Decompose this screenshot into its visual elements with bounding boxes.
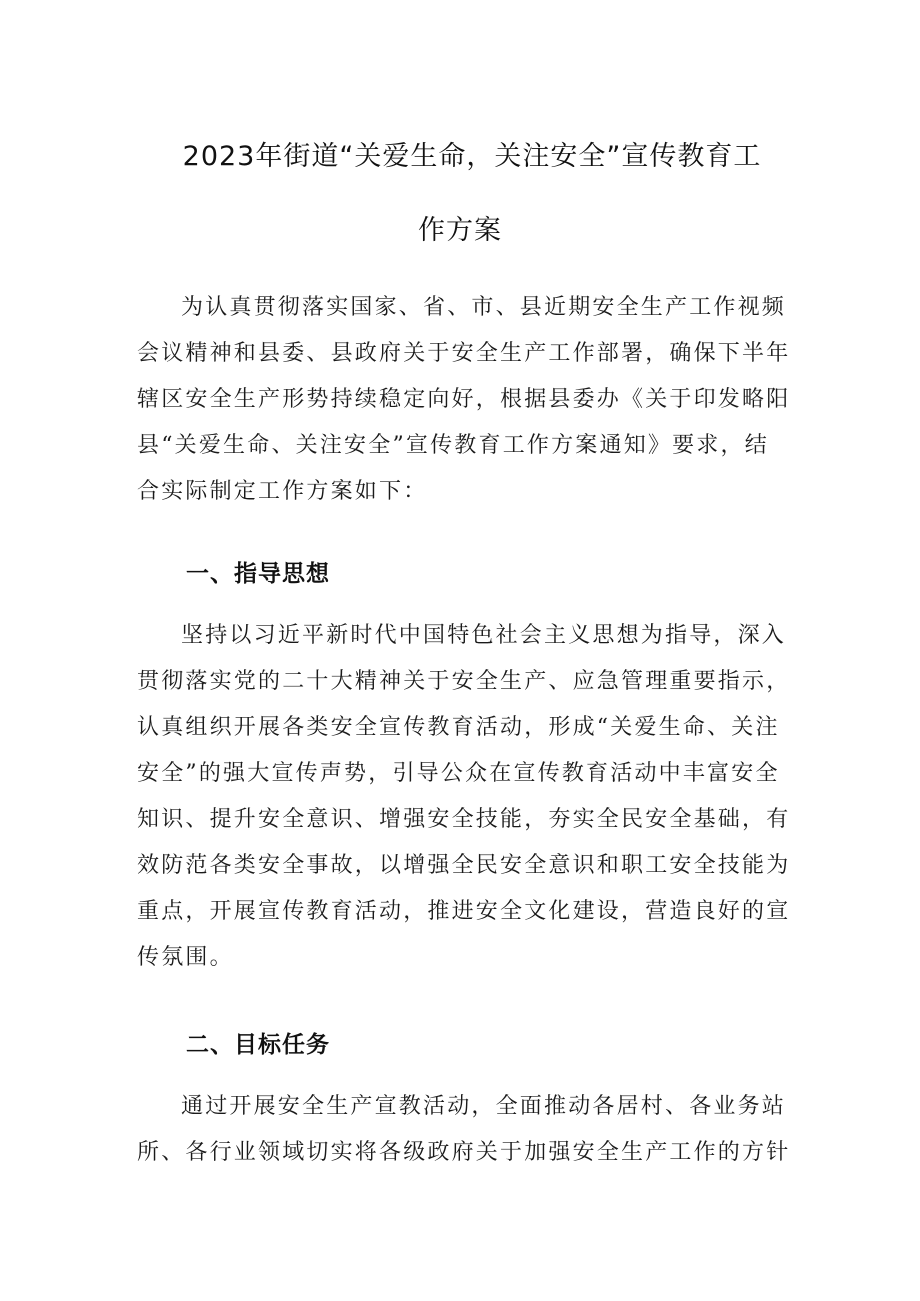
intro-paragraph: [137, 285, 791, 515]
paragraph-line: 效防范各类安全事故，以增强全民安全意识和职工安全技能为: [137, 853, 791, 878]
paragraph-line: 安全”的强大宣传声势，引导公众在宣传教育活动中丰富安全: [137, 761, 780, 786]
paragraph-line: 县“关爱生命、关注安全”宣传教育工作方案通知》要求，结: [137, 433, 769, 458]
paragraph-line: 会议精神和县委、县政府关于安全生产工作部署，确保下半年: [137, 341, 791, 366]
paragraph-line: 坚持以习近平新时代中国特色社会主义思想为指导，深入: [181, 623, 787, 648]
paragraph-line: 传氛围。: [137, 945, 234, 970]
document-title-line-1: 2023年街道“关爱生命，关注安全”宣传教育工: [182, 141, 762, 172]
document-title-line-2: 作方案: [418, 215, 502, 246]
paragraph-line: 知识、提升安全意识、增强安全技能，夯实全民安全基础，有: [137, 807, 791, 832]
section-heading-goals-tasks: 二、目标任务: [186, 1032, 330, 1058]
paragraph-line: 为认真贯彻落实国家、省、市、县近期安全生产工作视频: [181, 295, 787, 320]
paragraph-line: 认真组织开展各类安全宣传教育活动，形成“关爱生命、关注: [137, 715, 780, 740]
paragraph-line: 通过开展安全生产宣教活动，全面推动各居村、各业务站: [181, 1094, 787, 1119]
paragraph-line: 重点，开展宣传教育活动，推进安全文化建设，营造良好的宣: [137, 899, 791, 924]
paragraph-line: 贯彻落实党的二十大精神关于安全生产、应急管理重要指示，: [137, 669, 791, 694]
paragraph-line: 所、各行业领域切实将各级政府关于加强安全生产工作的方针: [137, 1140, 791, 1165]
paragraph-line: 合实际制定工作方案如下：: [137, 479, 428, 504]
paragraph-line: 辖区安全生产形势持续稳定向好，根据县委办《关于印发略阳: [137, 387, 791, 412]
section-2-paragraph: [137, 1084, 791, 1176]
section-1-paragraph: [137, 613, 791, 981]
section-heading-guiding-ideology: 一、指导思想: [186, 561, 330, 587]
